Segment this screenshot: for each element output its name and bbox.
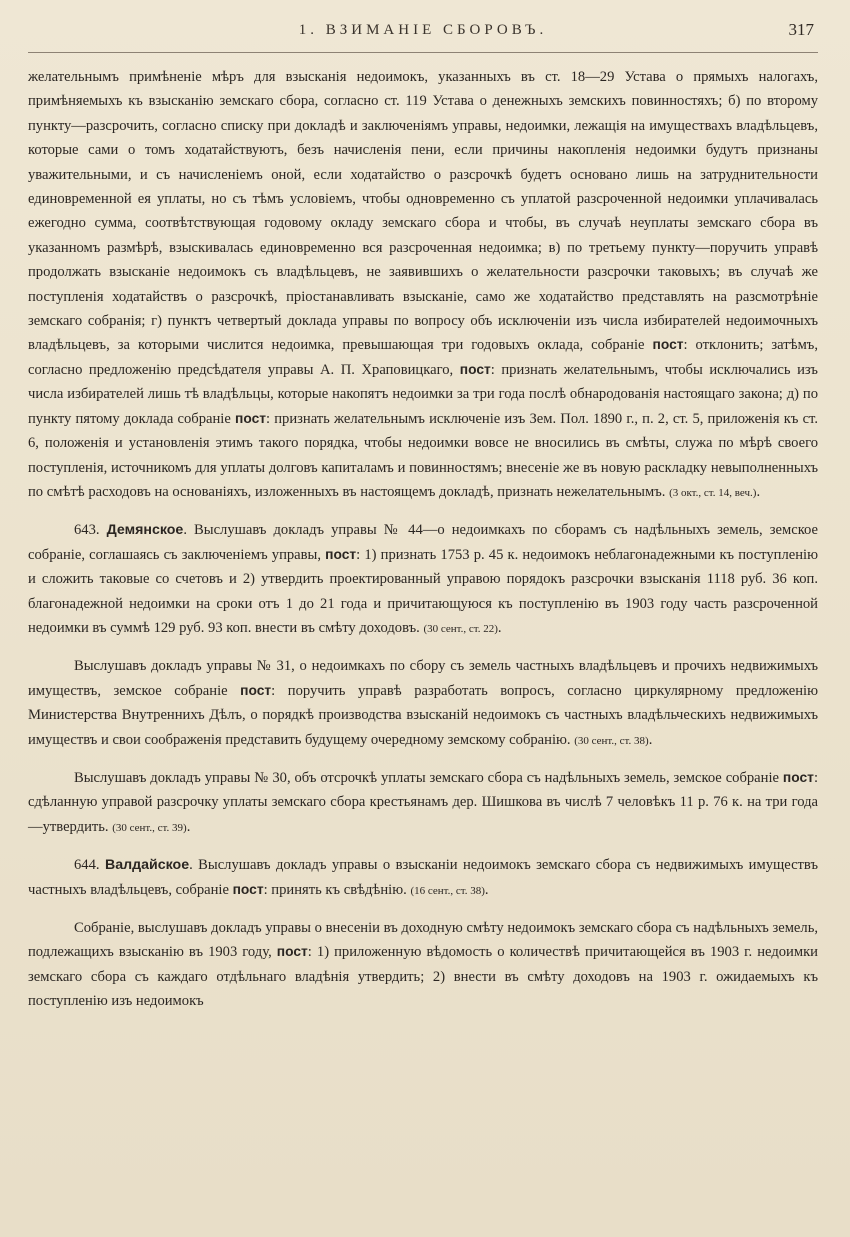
- text-run: : 1) признать 1753 р. 45 к. недоимокъ неблагонадежными къ поступленію и сложить таковые со счетовъ и 2) утвердить проектированный управою порядокъ разсрочки взысканія 1118 руб. 36 коп. благонадежной недоимки на сроки отъ 1 до 21 года и причитающуюся къ поступленію въ 1903 году часть разсроченной недоимки въ суммѣ 129 руб. 93 коп. внести въ смѣту доходовъ.: [28, 546, 818, 636]
- text-run: .: [484, 881, 489, 898]
- paragraph-report-31: [28, 654, 818, 753]
- text-run: .: [186, 818, 191, 835]
- page-header: [28, 14, 818, 53]
- resolution-keyword: пост: [652, 337, 684, 353]
- session-reference: (3 окт., ст. 14, веч.): [669, 486, 757, 499]
- body-text: [28, 65, 818, 1014]
- text-run: .: [756, 483, 761, 500]
- resolution-keyword: пост: [240, 682, 272, 698]
- text-run: : поручить управѣ разработать вопросъ, согласно циркулярному предложенію Министерства Внутреннихъ Дѣлъ, о порядкѣ производства взысканій недоимокъ съ частныхъ владѣльческихъ недвижимыхъ имуществъ и свои соображенія представить будущему очередному земскому собранію.: [28, 682, 818, 748]
- resolution-keyword: пост: [276, 944, 308, 960]
- resolution-keyword: пост: [325, 546, 357, 562]
- district-name: Демянское: [106, 522, 184, 539]
- page-number: 317: [788, 20, 814, 39]
- text-run: : признать желательнымъ исключеніе изъ Зем. Пол. 1890 г., п. 2, ст. 5, приложенія къ ст. 6, положенія и установленія этимъ такого порядка, чтобы недоимки вовсе не вносились въ смѣты, служа по мѣрѣ своего поступленія, источникомъ для уплаты долговъ капиталамъ и повинностямъ; внесеніе же въ новую раскладку невыполненныхъ по смѣтѣ расходовъ на основаніяхъ, изложенныхъ въ настоящемъ докладѣ, признать нежелательнымъ.: [28, 410, 818, 500]
- text-run: .: [648, 731, 653, 748]
- text-run: : признать желательнымъ, чтобы исключались изъ числа избирателей лишь тѣ владѣльцы, которые накопятъ недоимки за три года послѣ обнародованія настоящаго закона; д) по пункту пятому доклада собраніе: [28, 361, 818, 427]
- resolution-keyword: пост: [782, 769, 814, 785]
- text-run: : отклонить; затѣмъ, согласно предложенію предсѣдателя управы А. П. Храповицкаго,: [28, 337, 819, 378]
- text-run: 644.: [74, 857, 105, 874]
- session-reference: (30 сент., ст. 39): [112, 821, 187, 834]
- session-reference: (30 сент., ст. 38): [574, 734, 649, 747]
- paragraph-644-valdayskoe: [28, 853, 818, 903]
- text-run: желательнымъ примѣненіе мѣръ для взысканія недоимокъ, указанныхъ въ ст. 18—29 Устава о прямыхъ налогахъ, примѣняемыхъ къ взысканію земскаго сбора, согласно ст. 119 Устава о денежныхъ земскихъ повинностяхъ; б) по второму пункту—разсрочить, согласно списку при докладѣ и заключеніямъ управы, недоимки, лежащія на имуществахъ владѣльцевъ, которые сами о томъ ходатайствуютъ, безъ начисленія пени, если причины накопленія недоимки будутъ признаны уважительными, и съ начисленіемъ оной, если ходатайство о разсрочкѣ будетъ основано лишь на затруднительности единовременной ея уплаты, но съ тѣмъ условіемъ, чтобы одновременно съ уплатой разсроченной недоимки уплачивалась ежегодно сумма, соотвѣтствующая годовому окладу земскаго сбора и чтобы, въ случаѣ неуплаты земскаго сбора въ указанномъ размѣрѣ, взыскивалась единовременно вся разсроченная недоимка; в) по третьему пункту—поручить управѣ продолжать взысканіе недоимокъ съ владѣльцевъ, не заявившихъ о желательности разсрочки таковыхъ; въ случаѣ же поступленія ходатайствъ о разсрочкѣ, пріостанавливать взысканіе, само же ходатайство представлять на разсмотрѣніе земскаго собранія; г) пунктъ четвертый доклада управы по вопросу объ исключеніи изъ числа избирателей недоимочныхъ владѣльцевъ, за которыми числится недоимка, превышающая три годовыхъ оклада, собраніе: [28, 69, 818, 354]
- text-run: : сдѣланную управой разсрочку уплаты земскаго сбора крестьянамъ дер. Шишкова въ числѣ 7 человѣкъ 11 р. 76 к. на три года—утвердить.: [28, 769, 818, 835]
- paragraph-revenue-estimate: [28, 916, 818, 1014]
- district-name: Валдайское: [104, 857, 190, 874]
- paragraph-continuation: [28, 65, 818, 505]
- text-run: . Выслушавъ докладъ управы о взысканіи недоимокъ земскаго сбора съ недвижимыхъ имуществъ частныхъ владѣльцевъ, собраніе: [28, 857, 818, 898]
- text-run: Выслушавъ докладъ управы № 31, о недоимкахъ по сбору съ земель частныхъ владѣльцевъ и прочихъ недвижимыхъ имуществъ, земское собраніе: [28, 658, 818, 699]
- text-run: . Выслушавъ докладъ управы № 44—о недоимкахъ по сборамъ съ надѣльныхъ земель, земское собраніе, соглашаясь съ заключеніемъ управы,: [28, 522, 819, 563]
- text-run: Собраніе, выслушавъ докладъ управы о внесеніи въ доходную смѣту недоимокъ земскаго сбора съ надѣльныхъ земель, подлежащихъ взысканію въ 1903 году,: [28, 920, 818, 961]
- resolution-keyword: пост: [459, 361, 491, 377]
- session-reference: (16 сент., ст. 38): [410, 884, 485, 897]
- text-run: Выслушавъ докладъ управы № 30, объ отсрочкѣ уплаты земскаго сбора съ надѣльныхъ земель, земское собраніе: [74, 769, 783, 786]
- paragraph-report-30: [28, 766, 818, 840]
- resolution-keyword: пост: [232, 881, 264, 897]
- session-reference: (30 сент., ст. 22): [423, 622, 498, 635]
- text-run: .: [497, 619, 502, 636]
- text-run: 643.: [74, 522, 107, 539]
- paragraph-643-demyanskoe: [28, 518, 818, 641]
- text-run: : 1) приложенную вѣдомость о количествѣ причитающейся въ 1903 г. недоимки земскаго сбора съ каждаго отдѣльнаго владѣнія утвердить; 2) внести въ смѣту доходовъ на 1903 г. ожидаемыхъ къ поступленію изъ недоимокъ: [28, 944, 818, 1010]
- text-run: : принять къ свѣдѣнію.: [263, 881, 411, 898]
- resolution-keyword: пост: [234, 410, 266, 426]
- running-head: 1. ВЗИМАНІЕ СБОРОВЪ.: [298, 22, 548, 38]
